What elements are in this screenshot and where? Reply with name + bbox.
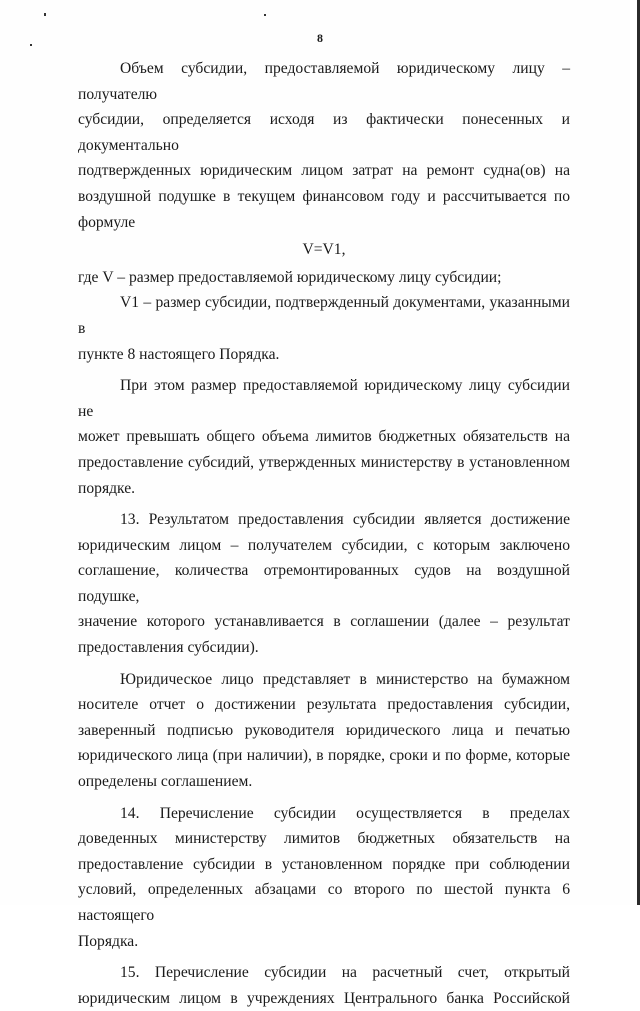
text-line: Юридическое лицо представляет в министерство на бумажном: [120, 670, 570, 688]
text-line: 14. Перечисление субсидии осуществляется в пределах: [120, 804, 570, 822]
text-line: формуле: [78, 213, 136, 231]
text-line: заверенный подписью руководителя юридического лица и печатью: [78, 721, 570, 739]
text-line: может превышать общего объема лимитов бюджетных обязательств на: [78, 428, 570, 446]
text-line: Объем субсидии, предоставляемой юридическому лицу – получателю: [78, 60, 570, 103]
text-line: порядке.: [78, 479, 136, 497]
text-line: предоставление субсидии в установленном порядке при соблюдении: [78, 855, 570, 873]
text-line: пункте 8 настоящего Порядка.: [78, 345, 280, 363]
text-line: Порядка.: [78, 932, 139, 950]
text-line: доведенных министерству лимитов бюджетных обязательств на: [78, 830, 570, 848]
text-line: условий, определенных абзацами со второго по шестой пункта 6 настоящего: [78, 881, 570, 924]
text-line: предоставления субсидии).: [78, 639, 259, 657]
text-line: При этом размер предоставляемой юридическому лицу субсидии не: [78, 377, 570, 420]
text-line: V1 – размер субсидии, подтвержденный документами, указанными в: [78, 294, 570, 337]
text-line: юридического лица (при наличии), в порядке, сроки и по форме, которые: [78, 747, 570, 765]
document-body: [78, 56, 570, 1011]
text-line: где V – размер предоставляемой юридическому лицу субсидии;: [78, 268, 502, 286]
text-line: соглашение, количества отремонтированных судов на воздушной подушке,: [78, 562, 570, 605]
page-number: 8: [317, 31, 323, 45]
text-line: воздушной подушке в текущем финансовом году и рассчитывается по: [78, 187, 570, 205]
text-line: подтвержденных юридическим лицом затрат на ремонт судна(ов) на: [78, 162, 570, 180]
text-line: субсидии, определяется исходя из фактически понесенных и документально: [78, 111, 570, 154]
text-line: определены соглашением.: [78, 773, 253, 791]
text-line: 15. Перечисление субсидии на расчетный счет, открытый: [120, 964, 570, 982]
scan-speck: [264, 14, 266, 16]
scan-speck: [44, 13, 46, 16]
text-line: носителе отчет о достижении результата предоставления субсидии,: [78, 696, 570, 714]
text-line: юридическим лицом в учреждениях Центрального банка Российской: [78, 989, 570, 1007]
text-line: значение которого устанавливается в соглашении (далее – результат: [78, 613, 570, 631]
text-line: юридическим лицом – получателем субсидии, с которым заключено: [78, 536, 570, 554]
text-line: предоставление субсидий, утвержденных министерству в установленном: [78, 453, 570, 471]
text-line: 13. Результатом предоставления субсидии является достижение: [120, 511, 570, 529]
formula: V=V1,: [302, 241, 346, 259]
